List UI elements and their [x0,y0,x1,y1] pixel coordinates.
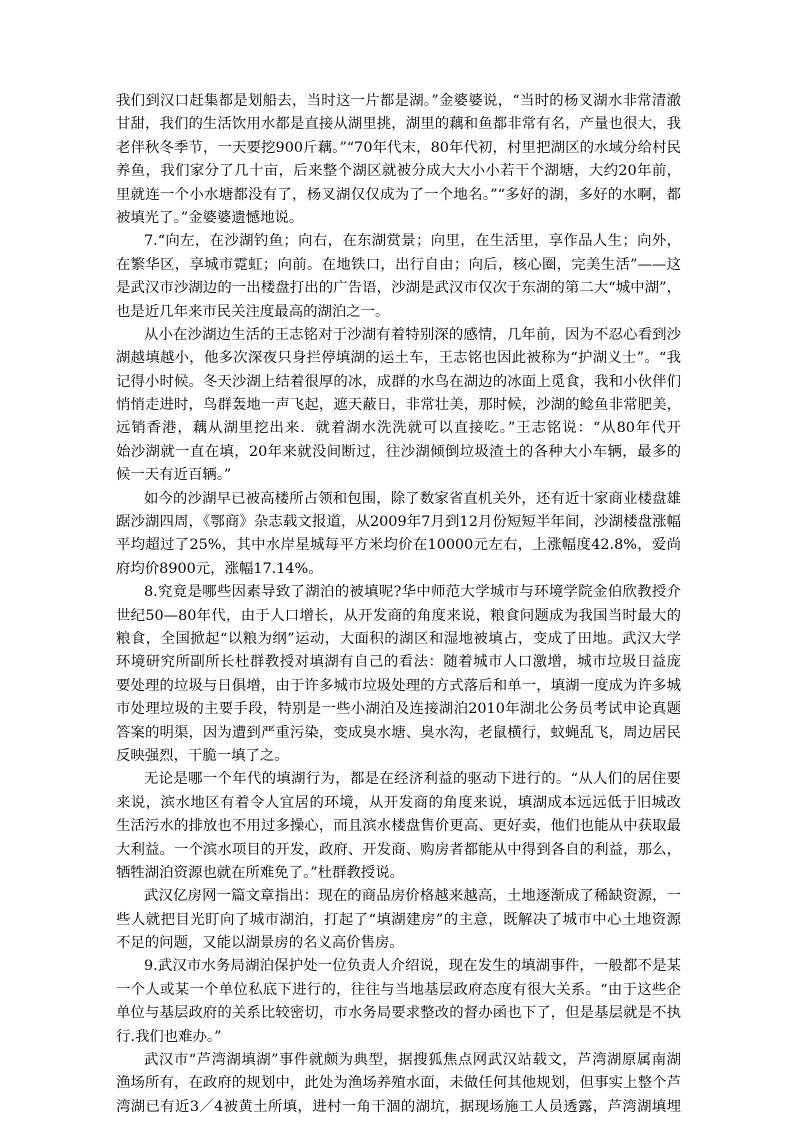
text-line: 无论是哪一个年代的填湖行为，都是在经济利益的驱动下进行的。“从人们的居住要 [144,771,681,788]
text-line: 反映强烈，干脆一填了之。 [116,747,289,764]
text-line: 大利益。一个滨水项目的开发，政府、开发商、购房者都能从中得到各自的利益，那么， [116,841,681,858]
text-line: 湾湖已有近3／4被黄土所填，进村一角干涸的湖坑，据现场施工人员透露，芦湾湖填埋 [116,1098,681,1115]
text-line: 我们到汉口赶集都是划船去，当时这一片都是湖。”金婆婆说，“当时的杨叉湖水非常清澈 [116,93,681,109]
text-line: 湖越填越小，他多次深夜只身拦停填湖的运土车，王志铭也因此被称为“护湖义士”。“我 [116,350,681,367]
text-line: 渔场所有，在政府的规划中，此处为渔场养殖水面，未做任何其他规划，但事实上整个芦 [116,1075,681,1092]
text-line: 也是近几年来市民关注度最高的湖泊之一。 [116,303,390,320]
text-line: 不足的问题，又能以湖景房的名义高价售房。 [116,935,404,952]
text-line: 牺牲湖泊资源也就在所难免了。”杜群教授说。 [116,864,404,881]
text-line: 武汉亿房网一篇文章指出：现在的商品房价格越来越高，土地逐渐成了稀缺资源，一 [144,888,681,905]
text-line: 武汉市“芦湾湖填湖”事件就颇为典型，据搜狐焦点网武汉站载文，芦湾湖原属南湖 [144,1052,681,1069]
text-line: 世纪50—80年代，由于人口增长，从开发商的角度来说，粮食问题成为我国当时最大的 [116,607,681,624]
text-line: 始沙湖就一直在填，20年来就没间断过，往沙湖倾倒垃圾渣土的各种大小车辆，最多的 [116,443,681,460]
text-line: 里就连一个小水塘都没有了，杨叉湖仅仅成为了一个地名。”“多好的湖，多好的水啊，都 [116,186,681,203]
text-line: 单位与基层政府的关系比较密切，市水务局要求整改的督办函也下了，但是基层就是不执 [116,1005,681,1022]
text-line: 被填光了。”金婆婆遗憾地说。 [116,209,304,226]
text-line: 些人就把目光盯向了城市湖泊，打起了“填湖建房”的主意，既解决了城市中心土地资源 [116,911,681,928]
text-line: 环境研究所副所长杜群教授对填湖有自己的看法：随着城市人口激增，城市垃圾日益庞 [116,654,681,671]
text-line: 7.“向左，在沙湖钓鱼；向右，在东湖赏景；向里，在生活里，享作品人生；向外， [144,233,681,250]
text-line: 平均超过了25%，其中水岸星城每平方米均价在10000元左右，上涨幅度42.8%，爱尚 [116,537,681,554]
text-line: 在繁华区，享城市霓虹；向前。在地铁口，出行自由；向后，核心圈，完美生活”——这 [116,256,681,273]
text-line: 如今的沙湖早已被高楼所占领和包围，除了数家省直机关外，还有近十家商业楼盘雄 [144,490,681,507]
text-line: 9.武汉市水务局湖泊保护处一位负责人介绍说，现在发生的填湖事件，一般都不是某 [144,958,681,975]
text-line: 行.我们也难办。” [116,1028,222,1045]
text-line: 踞沙湖四周，《鄂商》杂志载文报道，从2009年7月到12月份短短半年间，沙湖楼盘涨幅 [116,514,681,531]
text-line: 要处理的垃圾与日俱增，由于许多城市垃圾处理的方式落后和单一，填湖一度成为许多城 [116,677,681,694]
text-line: 远销香港，藕从湖里挖出来．就着湖水洗洗就可以直接吃。”王志铭说：“从80年代开 [116,420,681,437]
text-line: 甘甜，我们的生活饮用水都是直接从湖里挑，湖里的藕和鱼都非常有名，产量也很大，我 [116,116,681,133]
text-line: 老伴秋冬季节，一天要挖900斤藕。”“70年代末，80年代初，村里把湖区的水域分给村民 [116,139,681,156]
text-line: 候一天有近百辆。” [116,467,232,484]
text-line: 市处理垃圾的主要手段，特别是一些小湖泊及连接湖泊2010年湖北公务员考试申论真题 [116,701,681,718]
text-line: 记得小时候。冬天沙湖上结着很厚的冰，成群的水鸟在湖边的冰面上觅食，我和小伙伴们 [116,373,681,390]
text-line: 生活污水的排放也不用过多操心，而且滨水楼盘售价更高、更好卖，他们也能从中获取最 [116,818,681,835]
text-line: 悄悄走进时，鸟群轰地一声飞起，遮天蔽日，非常壮美，那时候，沙湖的鲶鱼非常肥美， [116,397,681,414]
text-line: 是武汉市沙湖边的一出楼盘打出的广告语，沙湖是武汉市仅次于东湖的第二大“城中湖”， [116,280,681,297]
text-line: 8.究竟是哪些因素导致了湖泊的被填呢?华中师范大学城市与环境学院金伯欣教授介 [144,584,681,601]
text-line: 来说，滨水地区有着令人宜居的环境，从开发商的角度来说，填湖成本远远低于旧城改 [116,794,681,811]
text-line: 一个人或某一个单位私底下进行的，往往与当地基层政府态度有很大关系。“由于这些企 [116,981,681,998]
text-line: 养鱼，我们家分了几十亩，后来整个湖区就被分成大大小小若干个湖塘，大约20年前， [116,163,681,180]
text-line: 府均价8900元，涨幅17.14%。 [116,560,323,577]
text-line: 从小在沙湖边生活的王志铭对于沙湖有着特别深的感情，几年前，因为不忍心看到沙 [144,326,681,343]
text-line: 粮食，全国掀起“以粮为纲”运动，大面积的湖区和湿地被填占，变成了田地。武汉大学 [116,630,681,647]
text-line: 答案的明渠，因为遭到严重污染，变成臭水塘、臭水沟，老鼠横行，蚊蝇乱飞，周边居民 [116,724,681,741]
